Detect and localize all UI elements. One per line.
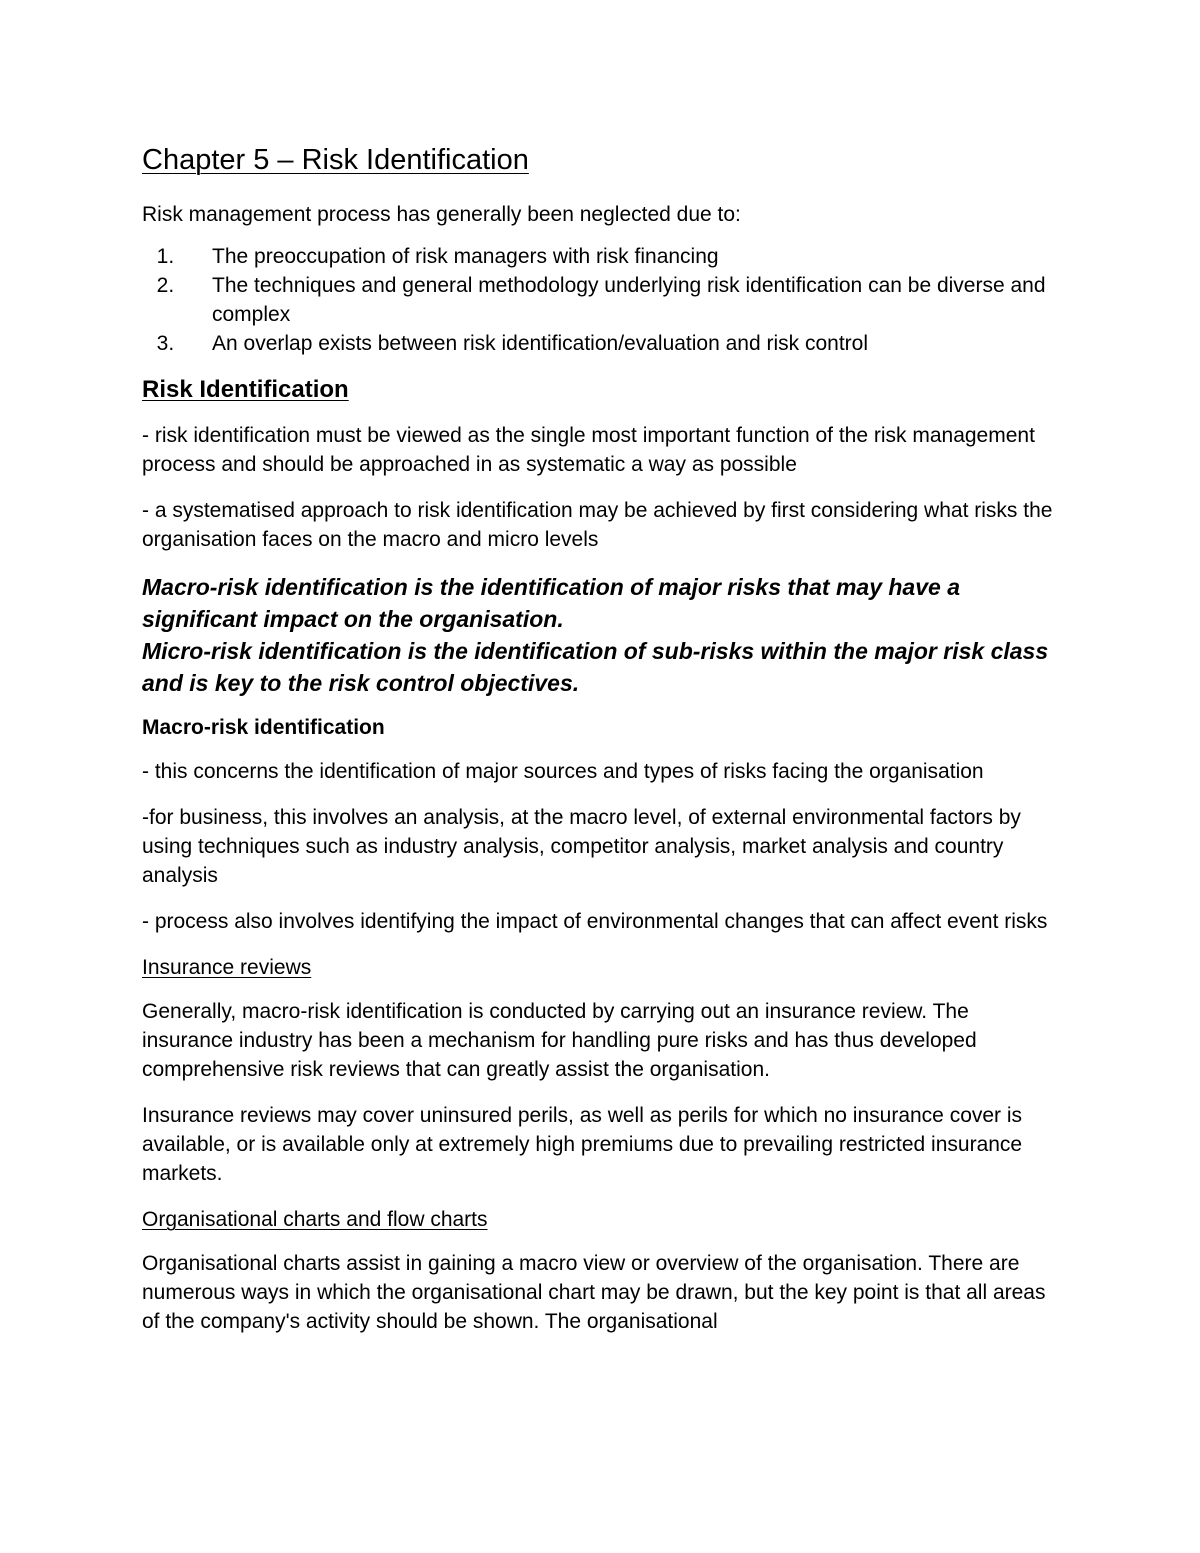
intro-paragraph: Risk management process has generally been neglected due to: — [142, 203, 741, 226]
risk-identification-point: - risk identification must be viewed as the single most important function of the risk management process and should be approached in as systematic a way as possible — [142, 424, 1035, 476]
micro-definition — [142, 635, 1062, 699]
macro-point: -for business, this involves an analysis, at the macro level, of external environmental factors by using techniques such as industry analysis, competitor analysis, market analysis and country analysis — [142, 806, 1021, 887]
org-charts-heading: Organisational charts and flow charts — [142, 1208, 488, 1231]
org-charts-paragraph: Organisational charts assist in gaining a macro view or overview of the organisation. There are numerous ways in which the organisational chart may be drawn, but the key point is that all areas of the company's activity should be shown. The organisational — [142, 1252, 1046, 1333]
macro-term: Macro-risk identification — [142, 574, 408, 600]
risk-identification-point: - a systematised approach to risk identification may be achieved by first considering what risks the organisation faces on the macro and micro levels — [142, 499, 1053, 551]
macro-definition — [142, 571, 1062, 635]
list-item: 2. The techniques and general methodology underlying risk identification can be diverse and complex — [180, 271, 1062, 329]
micro-definition-text: is the identification of sub-risks within the major risk class and is key to the risk control objectives. — [142, 638, 1049, 696]
macro-point: - this concerns the identification of major sources and types of risks facing the organisation — [142, 760, 984, 783]
list-item: 1. The preoccupation of risk managers with risk financing — [180, 242, 1062, 271]
chapter-title: Chapter 5 – Risk Identification — [142, 144, 529, 176]
definitions-block — [142, 571, 1062, 699]
reasons-list — [142, 242, 1062, 358]
insurance-paragraph: Generally, macro-risk identification is conducted by carrying out an insurance review. The insurance industry has been a mechanism for handling pure risks and has thus developed comprehensive risk reviews that can greatly assist the organisation. — [142, 1000, 977, 1081]
insurance-paragraph: Insurance reviews may cover uninsured perils, as well as perils for which no insurance cover is available, or is available only at extremely high premiums due to prevailing restricted insurance markets. — [142, 1104, 1023, 1185]
macro-point: - process also involves identifying the impact of environmental changes that can affect event risks — [142, 910, 1048, 933]
macro-definition-text: is the identification of major risks that may have a significant impact on the organisation. — [142, 574, 960, 632]
macro-section-title: Macro-risk identification — [142, 716, 385, 739]
list-item: 3. An overlap exists between risk identification/evaluation and risk control — [180, 329, 1062, 358]
section-title-risk-identification: Risk Identification — [142, 376, 349, 403]
insurance-reviews-heading: Insurance reviews — [142, 956, 312, 979]
document-page — [142, 140, 1062, 1353]
micro-term: Micro-risk identification — [142, 638, 402, 664]
